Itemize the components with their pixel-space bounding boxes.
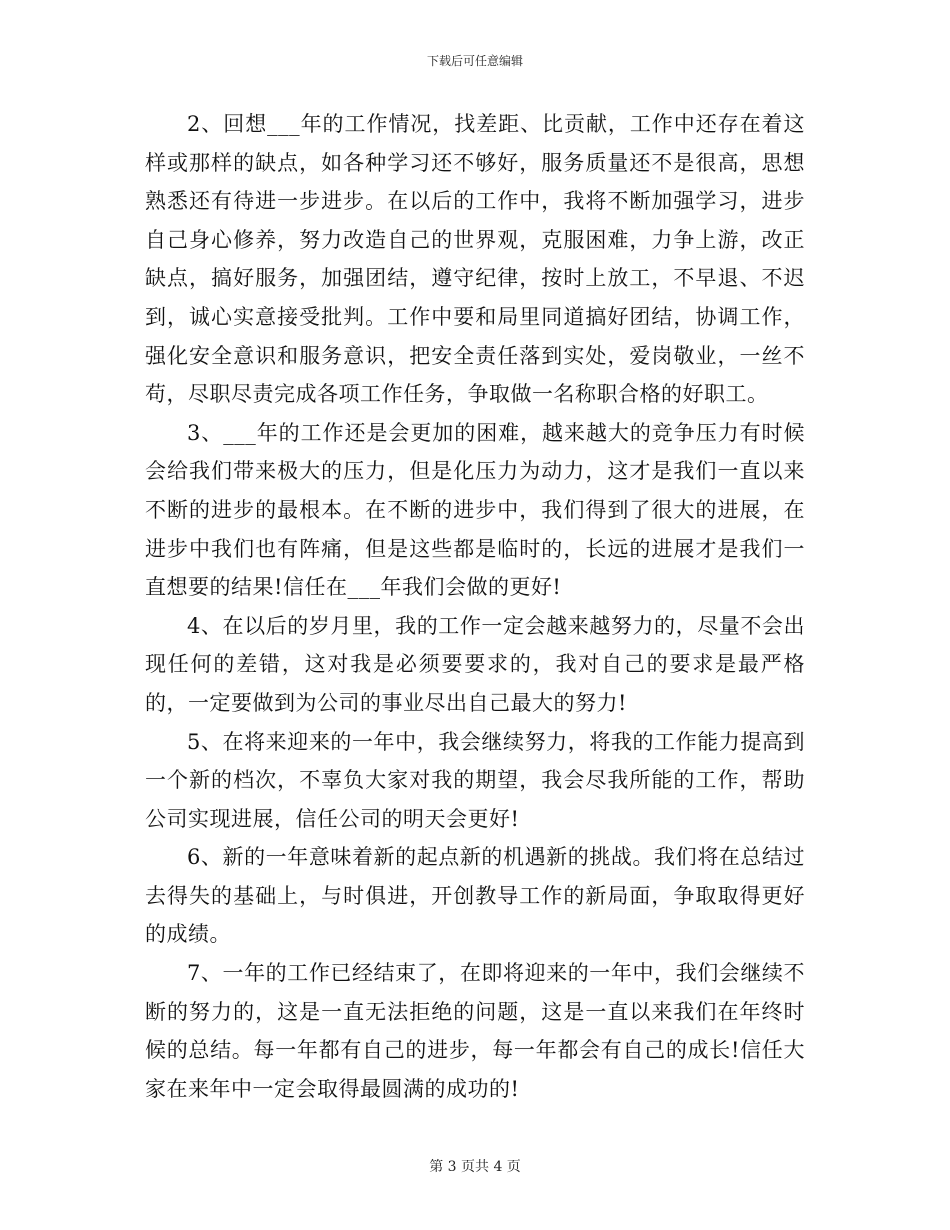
paragraph-2: 2、回想___年的工作情况，找差距、比贡献，工作中还存在着这样或那样的缺点，如各种学习还不够好，服务质量还不是很高，思想熟悉还有待进一步进步。在以后的工作中，我将不断加强学习，进步自己身心修养，努力改造自己的世界观，克服困难，力争上游，改正缺点，搞好服务，加强团结，遵守纪律，按时上放工，不早退、不迟到，诚心实意接受批判。工作中要和局里同道搞好团结，协调工作，强化安全意识和服务意识，把安全责任落到实处，爱岗敬业，一丝不苟，尽职尽责完成各项工作任务，争取做一名称职合格的好职工。: [145, 112, 805, 407]
paragraph-3: 3、___年的工作还是会更加的困难，越来越大的竞争压力有时候会给我们带来极大的压力，但是化压力为动力，这才是我们一直以来不断的进步的最根本。在不断的进步中，我们得到了很大的进展，在进步中我们也有阵痛，但是这些都是临时的，长远的进展才是我们一直想要的结果!信任在___年我们会做的更好!: [145, 420, 805, 600]
paragraph-5: 5、在将来迎来的一年中，我会继续努力，将我的工作能力提高到一个新的档次，不辜负大家对我的期望，我会尽我所能的工作，帮助公司实现进展，信任公司的明天会更好!: [145, 729, 805, 831]
paragraph-6: 6、新的一年意味着新的起点新的机遇新的挑战。我们将在总结过去得失的基础上，与时俱进，开创教导工作的新局面，争取取得更好的成绩。: [145, 845, 805, 947]
paragraph-7: 7、一年的工作已经结束了，在即将迎来的一年中，我们会继续不断的努力的，这是一直无法拒绝的问题，这是一直以来我们在年终时候的总结。每一年都有自己的进步，每一年都会有自己的成长!信任大家在来年中一定会取得最圆满的成功的!: [145, 961, 805, 1101]
page-footer: 第 3 页共 4 页: [429, 1159, 521, 1175]
page-header: 下载后可任意编辑: [426, 54, 523, 68]
document-body: [145, 105, 805, 1108]
paragraph-4: 4、在以后的岁月里，我的工作一定会越来越努力的，尽量不会出现任何的差错，这对我是必须要要求的，我对自己的要求是最严格的，一定要做到为公司的事业尽出自己最大的努力!: [145, 613, 805, 715]
